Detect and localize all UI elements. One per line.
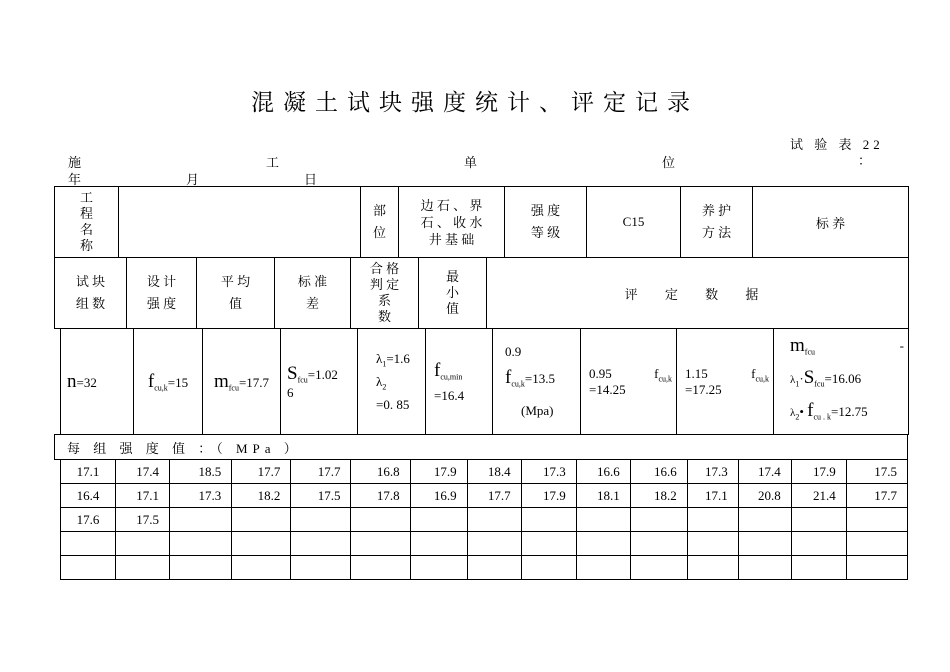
eval-115fcuk: 1.15 $f_{cu,k}$ =17.25 bbox=[677, 329, 774, 435]
strength-value-cell bbox=[630, 532, 687, 556]
strength-value-cell: 16.4 bbox=[61, 484, 116, 508]
strength-value-cell bbox=[791, 508, 846, 532]
strength-value-cell: 18.4 bbox=[467, 460, 521, 484]
evaluation-data-label: 评 定 数 据 bbox=[487, 258, 909, 329]
strength-value-cell: 17.9 bbox=[521, 484, 576, 508]
curing-label: 养 护 方 法 bbox=[681, 187, 753, 258]
strength-value-cell bbox=[467, 532, 521, 556]
strength-value-cell: 17.7 bbox=[846, 484, 907, 508]
strength-value-cell bbox=[410, 508, 467, 532]
strength-value-cell bbox=[351, 532, 410, 556]
strength-value-cell: 17.3 bbox=[521, 460, 576, 484]
std-deviation-label: 标 准 差 bbox=[275, 258, 351, 329]
project-info-table bbox=[54, 186, 909, 258]
project-name-label: 工 程 名 称 bbox=[55, 187, 119, 258]
eval-criteria: $m_{fcu}$ - $\lambda_1\cdot S_{fcu}=16.06$ $\lambda_2•$ $f_{cu . k}=12.75$ bbox=[774, 329, 909, 435]
strength-value-cell bbox=[791, 532, 846, 556]
strength-value-cell: 17.1 bbox=[687, 484, 738, 508]
coefficient-value: $\lambda_1=1.6$ $\lambda_2$ =0. 85 bbox=[358, 329, 426, 435]
min-value-value: $f_{cu,min}$ =16.4 bbox=[426, 329, 493, 435]
strength-value-cell bbox=[738, 508, 791, 532]
grade-value: C15 bbox=[587, 187, 681, 258]
strength-value-cell: 17.7 bbox=[232, 460, 291, 484]
strength-value-cell: 17.3 bbox=[687, 460, 738, 484]
mean-value-value: $m_{fcu}=17.7$ bbox=[203, 329, 281, 435]
strength-value-cell: 17.3 bbox=[170, 484, 232, 508]
coefficient-label: 合 格 判 定 系 数 bbox=[351, 258, 419, 329]
strength-value-cell bbox=[61, 556, 116, 580]
meta-work: 工 bbox=[266, 155, 280, 170]
meta-year: 年 bbox=[68, 172, 82, 187]
strength-value-cell bbox=[687, 556, 738, 580]
strength-value-cell bbox=[291, 556, 351, 580]
strength-value-cell: 17.4 bbox=[116, 460, 170, 484]
strength-value-cell: 17.9 bbox=[791, 460, 846, 484]
meta-day: 日 bbox=[304, 172, 318, 187]
grade-label: 强 度 等 级 bbox=[505, 187, 587, 258]
strength-header-table bbox=[54, 434, 908, 460]
strength-value-cell bbox=[170, 556, 232, 580]
strength-value-cell: 16.6 bbox=[576, 460, 630, 484]
part-label: 部 位 bbox=[361, 187, 399, 258]
curing-value: 标 养 bbox=[753, 187, 909, 258]
strength-value-cell bbox=[576, 508, 630, 532]
strength-value-cell bbox=[521, 556, 576, 580]
min-value-label: 最 小 值 bbox=[419, 258, 487, 329]
project-name-value bbox=[119, 187, 361, 258]
strength-value-cell bbox=[170, 532, 232, 556]
table-row bbox=[61, 484, 908, 508]
strength-value-cell bbox=[232, 508, 291, 532]
strength-value-cell bbox=[846, 532, 907, 556]
strength-value-cell bbox=[791, 556, 846, 580]
strength-value-cell bbox=[232, 532, 291, 556]
design-strength-label: 设 计 强 度 bbox=[127, 258, 197, 329]
strength-value-cell bbox=[521, 532, 576, 556]
std-deviation-value: $S_{fcu}=1.02$ 6 bbox=[281, 329, 358, 435]
meta-position: 位 bbox=[662, 155, 676, 170]
design-strength-value: $f_{cu,k}=15$ bbox=[134, 329, 203, 435]
table-row bbox=[61, 556, 908, 580]
statistics-values-table bbox=[60, 328, 909, 435]
strength-value-cell: 16.6 bbox=[630, 460, 687, 484]
strength-value-cell bbox=[232, 556, 291, 580]
strength-value-cell bbox=[846, 508, 907, 532]
strength-value-cell: 17.1 bbox=[116, 484, 170, 508]
strength-value-cell bbox=[116, 556, 170, 580]
strength-value-cell bbox=[738, 532, 791, 556]
strength-value-cell bbox=[687, 508, 738, 532]
strength-value-cell bbox=[576, 556, 630, 580]
strength-value-cell bbox=[116, 532, 170, 556]
meta-construction: 施 bbox=[68, 155, 82, 170]
strength-value-cell bbox=[521, 508, 576, 532]
strength-value-cell: 17.5 bbox=[291, 484, 351, 508]
strength-value-cell: 17.6 bbox=[61, 508, 116, 532]
groups-count-value: n=32 bbox=[61, 329, 134, 435]
strength-value-cell: 17.1 bbox=[61, 460, 116, 484]
strength-value-cell: 17.7 bbox=[291, 460, 351, 484]
strength-header: 每 组 强 度 值 ：（ MPa ） bbox=[55, 435, 908, 460]
table-row bbox=[61, 532, 908, 556]
table-row bbox=[61, 508, 908, 532]
strength-value-cell: 17.5 bbox=[116, 508, 170, 532]
meta-month: 月 bbox=[186, 172, 200, 187]
table-row bbox=[61, 460, 908, 484]
strength-value-cell bbox=[467, 508, 521, 532]
strength-value-cell bbox=[61, 532, 116, 556]
strength-value-cell: 17.4 bbox=[738, 460, 791, 484]
strength-value-cell bbox=[467, 556, 521, 580]
strength-value-cell: 18.2 bbox=[630, 484, 687, 508]
mean-value-label: 平 均 值 bbox=[197, 258, 275, 329]
strength-value-cell bbox=[410, 556, 467, 580]
document-title: 混凝土试块强度统计、评定记录 bbox=[251, 90, 699, 115]
table-number: 试 验 表 22 bbox=[790, 137, 884, 152]
strength-value-cell bbox=[630, 508, 687, 532]
strength-value-cell: 20.8 bbox=[738, 484, 791, 508]
strength-values-grid bbox=[60, 459, 908, 580]
strength-value-cell: 17.7 bbox=[467, 484, 521, 508]
strength-value-cell bbox=[630, 556, 687, 580]
strength-value-cell bbox=[291, 532, 351, 556]
meta-unit: 单 bbox=[464, 155, 478, 170]
strength-value-cell bbox=[846, 556, 907, 580]
part-value: 边 石 、 界 石 、 收 水 井 基 础 bbox=[399, 187, 505, 258]
strength-value-cell bbox=[351, 556, 410, 580]
strength-value-cell: 18.2 bbox=[232, 484, 291, 508]
strength-value-cell: 17.5 bbox=[846, 460, 907, 484]
eval-095fcuk: 0.95 $f_{cu,k}$ =14.25 bbox=[581, 329, 677, 435]
strength-value-cell bbox=[291, 508, 351, 532]
strength-value-cell bbox=[687, 532, 738, 556]
groups-count-label: 试 块 组 数 bbox=[55, 258, 127, 329]
strength-value-cell bbox=[410, 532, 467, 556]
statistics-header-table bbox=[54, 257, 909, 329]
strength-value-cell bbox=[170, 508, 232, 532]
strength-value-cell: 17.9 bbox=[410, 460, 467, 484]
strength-value-cell: 21.4 bbox=[791, 484, 846, 508]
table-number-colon: ： bbox=[858, 153, 872, 168]
strength-value-cell bbox=[576, 532, 630, 556]
strength-value-cell bbox=[351, 508, 410, 532]
strength-value-cell: 16.8 bbox=[351, 460, 410, 484]
eval-09fcuk: 0.9 $f_{cu,k}=13.5$ (Mpa) bbox=[493, 329, 581, 435]
strength-value-cell: 18.5 bbox=[170, 460, 232, 484]
strength-value-cell bbox=[738, 556, 791, 580]
strength-value-cell: 17.8 bbox=[351, 484, 410, 508]
strength-value-cell: 18.1 bbox=[576, 484, 630, 508]
strength-value-cell: 16.9 bbox=[410, 484, 467, 508]
